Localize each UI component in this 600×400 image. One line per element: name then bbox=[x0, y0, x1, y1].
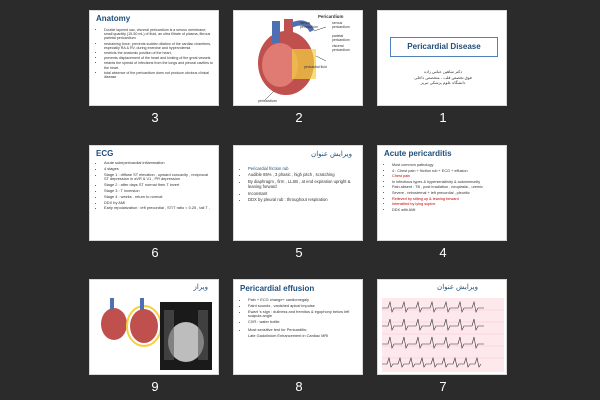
bullet: • Most sensitive test for Pericarditis: bbox=[248, 328, 358, 333]
diagram-label: pericardium bbox=[258, 99, 277, 103]
slide-title: ویرایش عنوان bbox=[311, 151, 352, 158]
slide-title: ویراز bbox=[193, 284, 208, 291]
slide-number: 7 bbox=[439, 379, 447, 394]
bullet: • retards the spread of infections from the lungs and pleural cavities to the heart. bbox=[104, 61, 214, 69]
slide-thumbnail-9[interactable] bbox=[89, 279, 221, 394]
slide-number: 5 bbox=[295, 245, 303, 260]
bullet: • total absence of the pericardium does not produce obvious clinical disease bbox=[104, 71, 214, 79]
bullet: • Early repolarization : left precordial , ST/T ratio < 0.25 , tall T , bbox=[104, 206, 214, 211]
slide-body bbox=[240, 298, 358, 339]
slide-thumbnail-4[interactable] bbox=[377, 145, 509, 260]
bullet: • Ewart 's sign : dullness and fremitus & egophony below left scapula angle bbox=[248, 310, 358, 320]
slide-1[interactable] bbox=[377, 10, 507, 106]
slide-thumbnail-6[interactable] bbox=[89, 145, 221, 260]
diagram-label: Pericardium bbox=[318, 14, 344, 19]
slide-7[interactable] bbox=[377, 279, 507, 375]
slide-number: 9 bbox=[151, 379, 159, 394]
slide-thumbnail-2[interactable] bbox=[233, 10, 365, 125]
bullet: • prevents displacement of the heart and kinking of the great vessels bbox=[104, 56, 214, 60]
slide-4[interactable] bbox=[377, 145, 507, 241]
slide-number: 1 bbox=[439, 110, 447, 125]
diagram-label: pericardial fluid bbox=[304, 65, 327, 69]
heart-effusion-illustration bbox=[90, 280, 219, 375]
bullet: • DDX with AMI bbox=[392, 208, 502, 213]
bullet: • Stage 4 : weeks , return to normal bbox=[104, 195, 214, 200]
slide-thumbnail-7[interactable] bbox=[377, 279, 509, 394]
slide-8[interactable] bbox=[233, 279, 363, 375]
bullet: • Pain absent : TB , post irradiation , neoplastic , uremic bbox=[392, 185, 502, 190]
bullet: • CXR : water bottle bbox=[248, 320, 358, 325]
slide-body bbox=[240, 166, 358, 203]
slide-thumbnail-1[interactable] bbox=[377, 10, 509, 125]
author-line: دکتر شاهین عباس زاده bbox=[424, 69, 462, 74]
slide-2[interactable] bbox=[233, 10, 363, 106]
bullet: • Double layered sac, visceral pericardium is a serous membrane; small quantity (15-50 mL) of fluid, an ultra filtrate of plasma, fibrous parietal pericardium bbox=[104, 28, 214, 41]
bullet: • Most common pathology bbox=[392, 163, 502, 168]
bullet: • Audible 85% , 3 phasic , high pitch , scratching bbox=[248, 172, 358, 177]
bullet: • restricts the anatomic position of the heart, bbox=[104, 51, 214, 55]
slide-title: ECG bbox=[96, 149, 114, 158]
diagram-label: fibrous pericardium bbox=[300, 21, 318, 29]
bullet: • Stage 3 : T inversion bbox=[104, 189, 214, 194]
diagram-label: parietal pericardium bbox=[332, 34, 350, 42]
slide-title: Pericardial effusion bbox=[240, 284, 315, 293]
slide-number: 4 bbox=[439, 245, 447, 260]
bullet: • Severe , retrosternal + left precordial , pleuritic bbox=[392, 191, 502, 196]
slide-thumbnail-8[interactable] bbox=[233, 279, 365, 394]
bullet: • Acute subepericardial inflammation bbox=[104, 161, 214, 166]
slide-3[interactable] bbox=[89, 10, 219, 106]
diagram-label: visceral pericardium bbox=[332, 44, 350, 52]
slide-authors bbox=[398, 69, 488, 86]
bullet: • In infectious types & hypersensitivity & autoimmunity bbox=[392, 180, 502, 185]
slide-5[interactable] bbox=[233, 145, 363, 241]
ecg-tracing-image bbox=[378, 280, 507, 375]
bullet: • 4 stages bbox=[104, 167, 214, 172]
bullet: • 4 : Chest pain + friction rub + ECG + effusion bbox=[392, 169, 502, 174]
bullet: • DDX by pleural rub : throughout respiration bbox=[248, 197, 358, 202]
slide-title: Acute pericarditis bbox=[384, 149, 452, 158]
slide-number: 8 bbox=[295, 379, 303, 394]
slide-number: 6 bbox=[151, 245, 159, 260]
slide-body bbox=[96, 161, 214, 212]
body-line: Late Gadolinium Enhancement in Cardiac MRI bbox=[248, 332, 329, 338]
bullet: • By diaphragm , firm , LLSB , at end expiration upright & leaning forward bbox=[248, 179, 358, 190]
bullet: • Faint sounds , vanished apical impulse bbox=[248, 304, 358, 309]
slide-number: 2 bbox=[295, 110, 303, 125]
slide-9[interactable] bbox=[89, 279, 219, 375]
bullet: • Pericardial friction rub bbox=[248, 166, 358, 171]
slide-body bbox=[384, 163, 502, 213]
slide-title: ویرایش عنوان bbox=[437, 284, 478, 291]
bullet: • Pain + ECG change+ cardiomegaly bbox=[248, 298, 358, 303]
bullet: • Relieved by sitting up & leaning forward bbox=[392, 197, 502, 202]
author-line: دانشگاه علوم پزشکی تبریز bbox=[420, 80, 466, 85]
slide-thumbnail-5[interactable] bbox=[233, 145, 365, 260]
slide-title: Anatomy bbox=[96, 14, 131, 23]
diagram-label: serous pericardium bbox=[332, 21, 350, 29]
bullet: • Stage 1 : diffuse ST elevation , upward concavity , reciprocal ST depression in aVR & V1 , PR depression bbox=[104, 173, 214, 183]
bullet: • Stage 2 : after days ST normal then T invert bbox=[104, 183, 214, 188]
slide-body bbox=[96, 28, 214, 80]
author-line: فوق تخصص قلب - متخصص داخلی bbox=[414, 74, 472, 80]
slide-number: 3 bbox=[151, 110, 159, 125]
bullet: • Intensified by lying supine bbox=[392, 202, 502, 207]
bullet: • Inconstant bbox=[248, 191, 358, 196]
bullet: • restraining force, prevents sudden dilation of the cardiac chambers, especially RA & RV, during exercise and hypervolemia bbox=[104, 42, 214, 50]
slide-6[interactable] bbox=[89, 145, 219, 241]
slide-thumbnail-3[interactable] bbox=[89, 10, 221, 125]
bullet: • Chest pain bbox=[392, 174, 502, 179]
bullet: • DDX by AMI bbox=[104, 201, 214, 206]
slide-title: Pericardial Disease bbox=[390, 37, 498, 57]
